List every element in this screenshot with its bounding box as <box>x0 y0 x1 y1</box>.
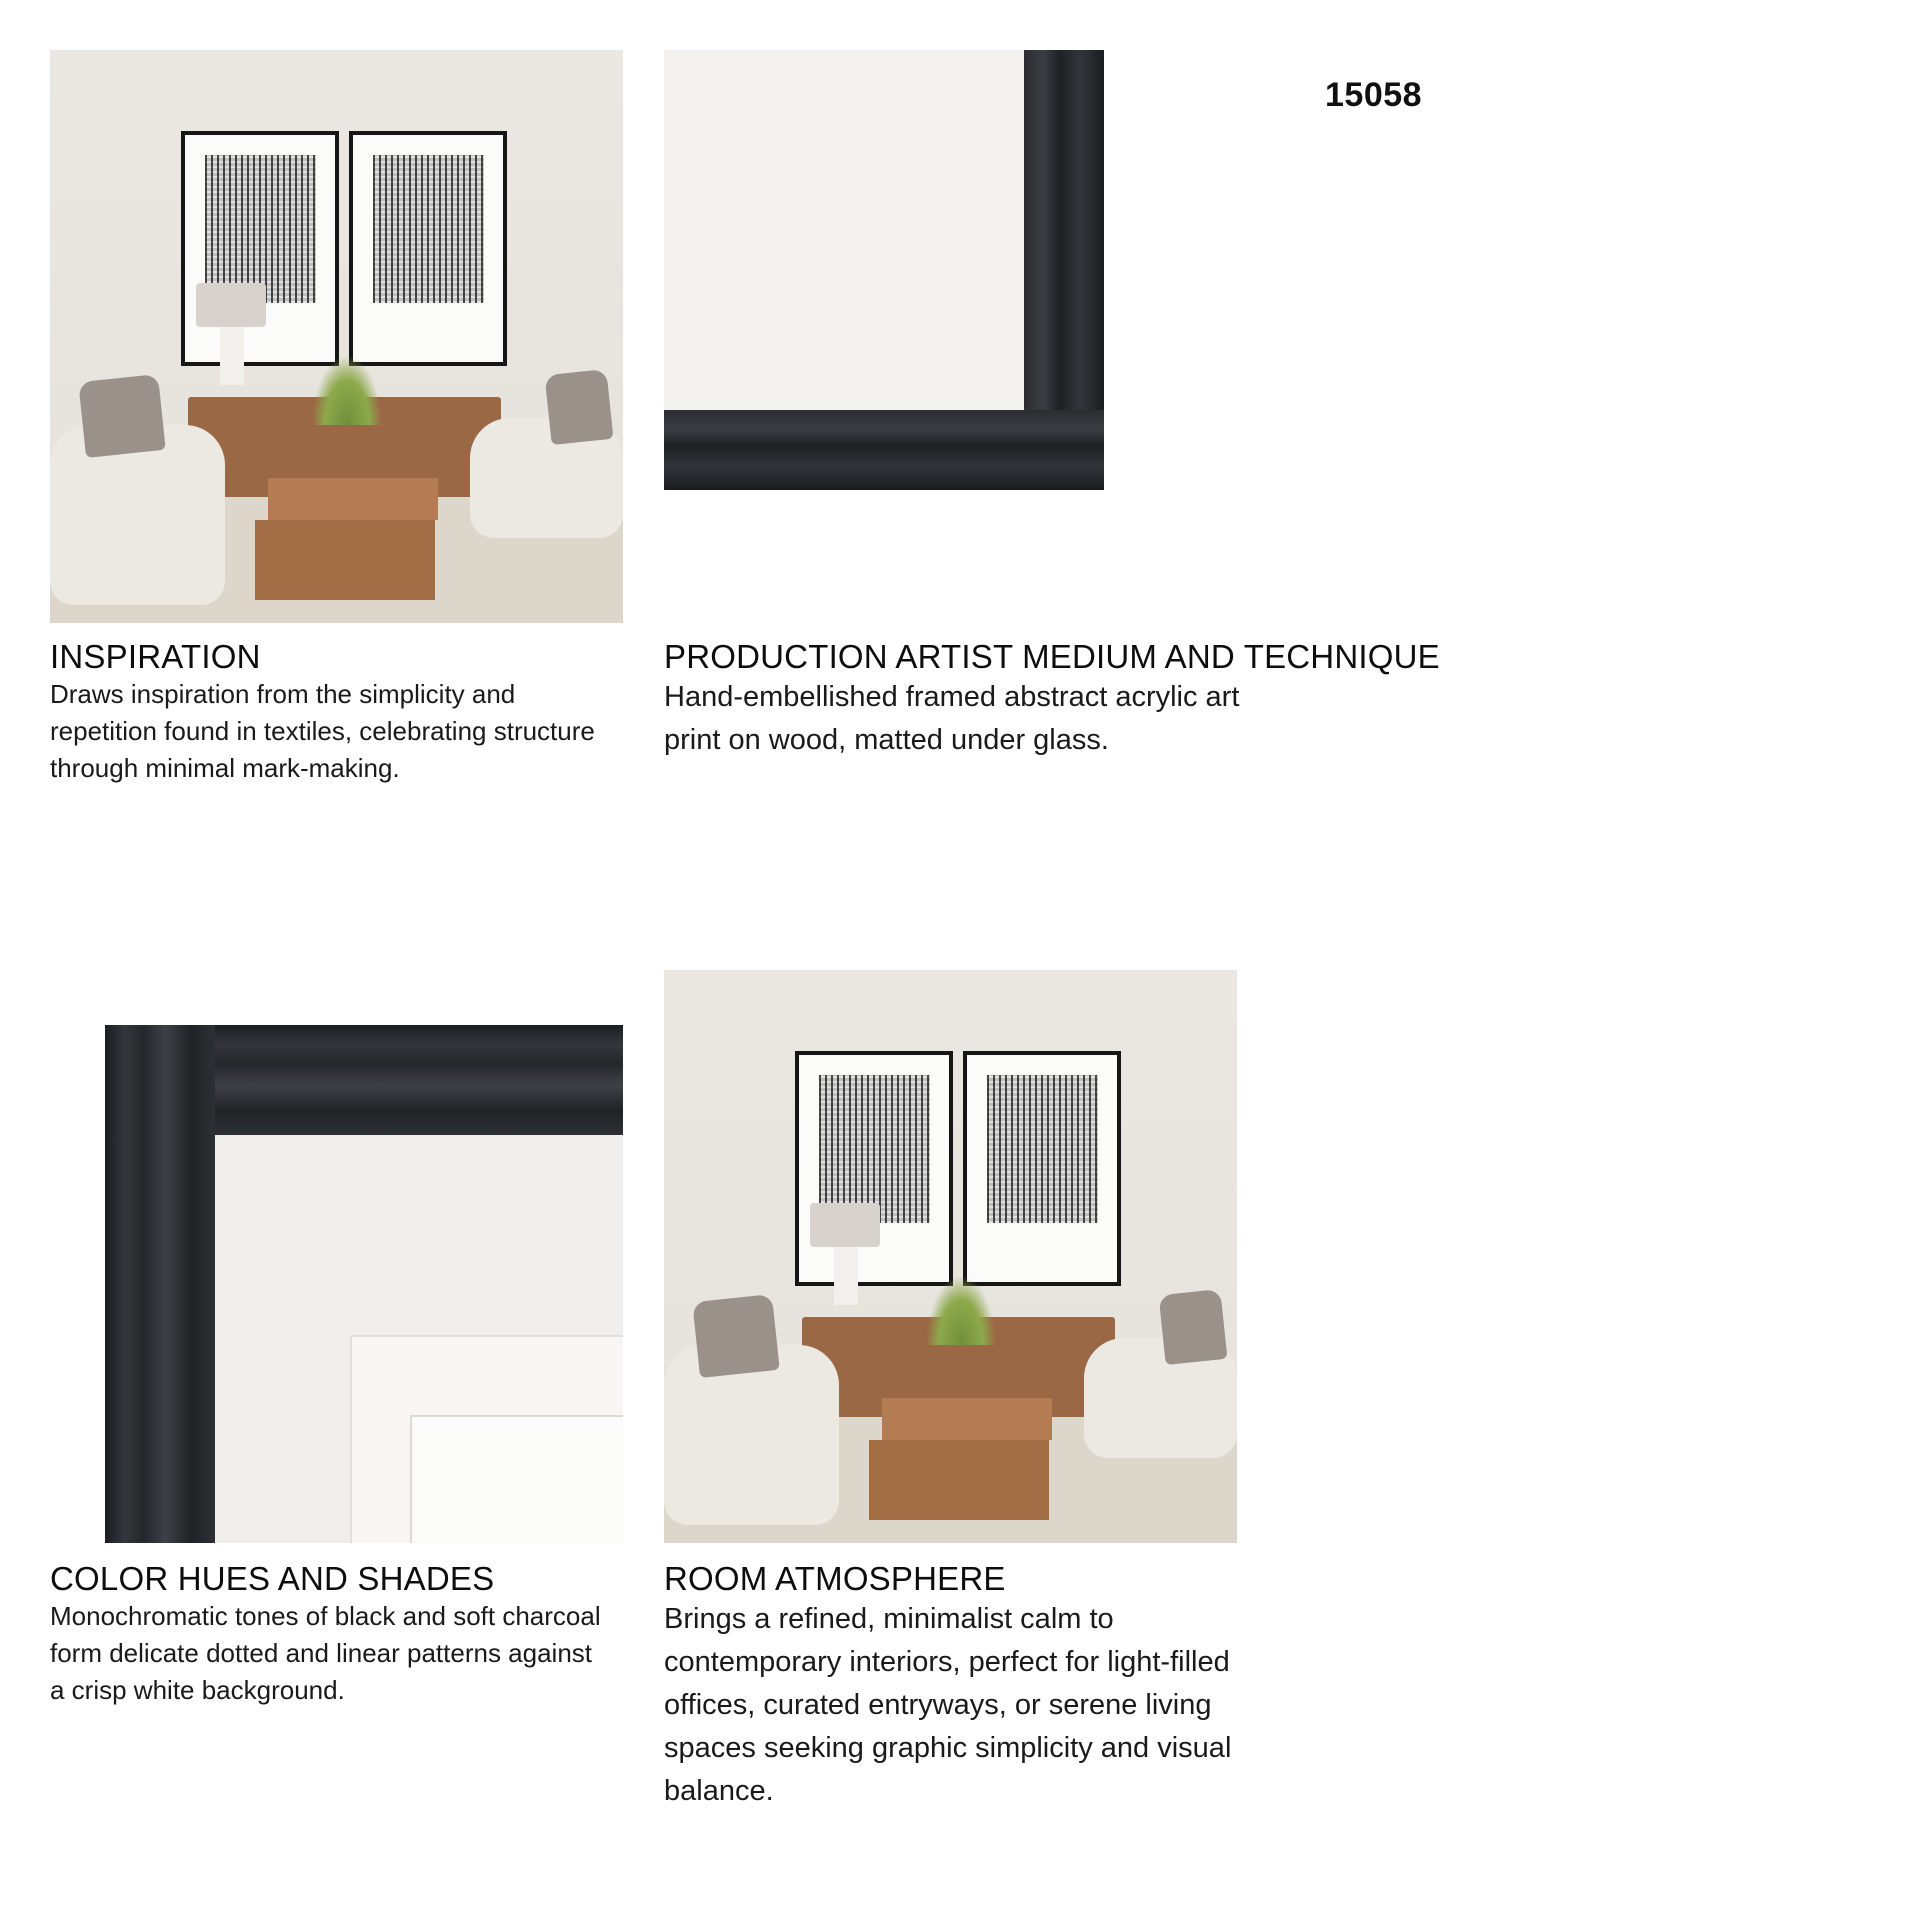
room-heading: ROOM ATMOSPHERE <box>664 1560 1006 1597</box>
lamp-base <box>220 327 244 385</box>
production-text: Hand-embellished framed abstract acrylic art print on wood, matted under glass. <box>664 681 1240 756</box>
throw-pillow <box>545 369 614 445</box>
print-artwork <box>205 155 316 303</box>
frame-rail-horizontal <box>664 410 1104 490</box>
framed-print-right <box>963 1051 1121 1286</box>
coffee-table <box>255 520 435 600</box>
print-artwork <box>987 1075 1098 1223</box>
print-mat-inner <box>410 1415 623 1543</box>
lamp-shade <box>810 1203 880 1247</box>
framed-print-left <box>181 131 339 366</box>
frame-corner-closeup <box>50 1025 623 1543</box>
production-heading: PRODUCTION ARTIST MEDIUM AND TECHNIQUE <box>664 638 1440 675</box>
room-scene-photo <box>664 970 1237 1543</box>
sku-number: 15058 <box>1325 76 1423 114</box>
color-heading: COLOR HUES AND SHADES <box>50 1560 495 1597</box>
inspiration-text: Draws inspiration from the simplicity and repetition found in textiles, celebrating structure through minimal mark-making. <box>50 679 595 783</box>
throw-pillow <box>78 374 166 458</box>
potted-plant <box>926 1275 996 1345</box>
lamp-base <box>834 1247 858 1305</box>
potted-plant <box>312 355 382 425</box>
throw-pillow <box>1159 1289 1228 1365</box>
inspiration-heading: INSPIRATION <box>50 638 261 675</box>
lamp-shade <box>196 283 266 327</box>
frame-corner-closeup <box>664 50 1104 490</box>
room-scene-photo <box>50 50 623 623</box>
coffee-table <box>869 1440 1049 1520</box>
room-text: Brings a refined, minimalist calm to contemporary interiors, perfect for light-filled offices, curated entryways, or serene living spaces seeking graphic simplicity and visual balance. <box>664 1603 1232 1807</box>
coffee-table-top <box>882 1398 1052 1440</box>
print-artwork <box>819 1075 930 1223</box>
coffee-table-top <box>268 478 438 520</box>
print-artwork <box>373 155 484 303</box>
framed-print-right <box>349 131 507 366</box>
frame-rail-vertical <box>105 1025 215 1543</box>
framed-print-left <box>795 1051 953 1286</box>
throw-pillow <box>692 1294 780 1378</box>
color-text: Monochromatic tones of black and soft charcoal form delicate dotted and linear patterns against a crisp white background. <box>50 1601 601 1705</box>
